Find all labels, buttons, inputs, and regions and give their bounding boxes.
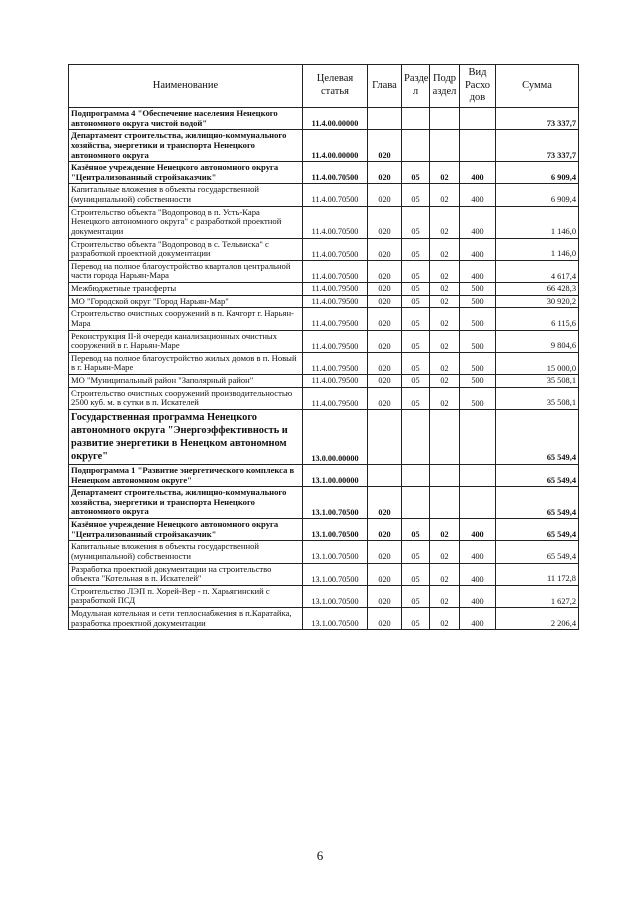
cell-name: Казённое учреждение Ненецкого автономного округа "Централизованный стройзаказчик" bbox=[69, 519, 303, 541]
cell-name: Капитальные вложения в объекты государственной (муниципальной) собственности bbox=[69, 184, 303, 206]
cell-sum: 4 617,4 bbox=[496, 260, 579, 282]
cell-name: Казённое учреждение Ненецкого автономного округа "Централизованный стройзаказчик" bbox=[69, 162, 303, 184]
cell-sum: 65 549,4 bbox=[496, 464, 579, 486]
cell-glava: 020 bbox=[368, 585, 402, 607]
cell-razdel: 05 bbox=[402, 608, 430, 630]
cell-article: 13.1.00.70500 bbox=[303, 487, 368, 519]
table-row bbox=[69, 260, 579, 282]
cell-glava: 020 bbox=[368, 206, 402, 238]
cell-sum: 15 000,0 bbox=[496, 352, 579, 374]
table-row bbox=[69, 308, 579, 330]
cell-podrazdel: 02 bbox=[430, 608, 460, 630]
cell-podrazdel: 02 bbox=[430, 184, 460, 206]
cell-name: Государственная программа Ненецкого автономного округа "Энергоэффективность и развитие энергетики в Ненецком автономном округе" bbox=[69, 409, 303, 464]
cell-name: МО "Городской округ "Город Нарьян-Мар" bbox=[69, 295, 303, 308]
cell-razdel: 05 bbox=[402, 295, 430, 308]
cell-vid: 500 bbox=[460, 295, 496, 308]
cell-name: Реконструкция II-й очереди канализационных очистных сооружений в г. Нарьян-Маре bbox=[69, 330, 303, 352]
cell-vid bbox=[460, 108, 496, 130]
cell-article: 11.4.00.79500 bbox=[303, 283, 368, 296]
cell-article: 13.1.00.00000 bbox=[303, 464, 368, 486]
cell-razdel: 05 bbox=[402, 387, 430, 409]
cell-podrazdel: 02 bbox=[430, 330, 460, 352]
cell-podrazdel: 02 bbox=[430, 162, 460, 184]
cell-article: 13.1.00.70500 bbox=[303, 585, 368, 607]
cell-sum: 35 508,1 bbox=[496, 375, 579, 388]
cell-podrazdel: 02 bbox=[430, 352, 460, 374]
cell-glava: 020 bbox=[368, 541, 402, 563]
cell-sum: 65 549,4 bbox=[496, 409, 579, 464]
cell-razdel bbox=[402, 130, 430, 162]
cell-article: 11.4.00.79500 bbox=[303, 387, 368, 409]
cell-article: 11.4.00.00000 bbox=[303, 130, 368, 162]
budget-table bbox=[68, 64, 579, 630]
table-row bbox=[69, 283, 579, 296]
cell-name: Строительство ЛЭП п. Хорей-Вер - п. Харьягинский с разработкой ПСД bbox=[69, 585, 303, 607]
cell-glava: 020 bbox=[368, 308, 402, 330]
cell-glava: 020 bbox=[368, 487, 402, 519]
cell-razdel: 05 bbox=[402, 585, 430, 607]
table-row bbox=[69, 184, 579, 206]
cell-sum: 11 172,8 bbox=[496, 563, 579, 585]
cell-vid bbox=[460, 409, 496, 464]
cell-sum: 2 206,4 bbox=[496, 608, 579, 630]
cell-vid: 500 bbox=[460, 330, 496, 352]
table-row bbox=[69, 487, 579, 519]
cell-name: Разработка проектной документации на строительство объекта "Котельная в п. Искателей" bbox=[69, 563, 303, 585]
cell-podrazdel bbox=[430, 108, 460, 130]
cell-name: Подпрограмма 4 "Обеспечение населения Ненецкого автономного округа чистой водой" bbox=[69, 108, 303, 130]
cell-razdel: 05 bbox=[402, 330, 430, 352]
cell-razdel: 05 bbox=[402, 308, 430, 330]
cell-glava bbox=[368, 409, 402, 464]
cell-article: 13.1.00.70500 bbox=[303, 608, 368, 630]
cell-razdel: 05 bbox=[402, 283, 430, 296]
cell-name: Модульная котельная и сети теплоснабжения в п.Каратайка, разработка проектной документации bbox=[69, 608, 303, 630]
cell-razdel: 05 bbox=[402, 519, 430, 541]
cell-vid: 500 bbox=[460, 387, 496, 409]
cell-sum: 9 804,6 bbox=[496, 330, 579, 352]
cell-glava: 020 bbox=[368, 162, 402, 184]
cell-sum: 1 146,0 bbox=[496, 238, 579, 260]
cell-vid: 400 bbox=[460, 519, 496, 541]
table-row bbox=[69, 295, 579, 308]
cell-razdel: 05 bbox=[402, 162, 430, 184]
cell-glava bbox=[368, 464, 402, 486]
cell-article: 13.0.00.00000 bbox=[303, 409, 368, 464]
cell-sum: 73 337,7 bbox=[496, 108, 579, 130]
cell-podrazdel: 02 bbox=[430, 260, 460, 282]
cell-podrazdel: 02 bbox=[430, 541, 460, 563]
cell-sum: 65 549,4 bbox=[496, 487, 579, 519]
cell-article: 13.1.00.70500 bbox=[303, 563, 368, 585]
table-row bbox=[69, 585, 579, 607]
cell-vid: 400 bbox=[460, 563, 496, 585]
cell-podrazdel: 02 bbox=[430, 308, 460, 330]
table-row bbox=[69, 608, 579, 630]
cell-glava bbox=[368, 108, 402, 130]
page-number: 6 bbox=[316, 848, 324, 863]
header-razdel: Разде л bbox=[402, 65, 430, 108]
table-row bbox=[69, 352, 579, 374]
cell-vid: 400 bbox=[460, 608, 496, 630]
cell-article: 11.4.00.70500 bbox=[303, 206, 368, 238]
header-sum: Сумма bbox=[496, 65, 579, 108]
cell-podrazdel: 02 bbox=[430, 206, 460, 238]
cell-vid: 400 bbox=[460, 162, 496, 184]
cell-article: 11.4.00.70500 bbox=[303, 162, 368, 184]
header-article: Целевая статья bbox=[303, 65, 368, 108]
cell-vid: 400 bbox=[460, 260, 496, 282]
cell-article: 11.4.00.79500 bbox=[303, 330, 368, 352]
cell-vid: 500 bbox=[460, 375, 496, 388]
cell-vid bbox=[460, 464, 496, 486]
cell-glava: 020 bbox=[368, 563, 402, 585]
table-row bbox=[69, 563, 579, 585]
cell-razdel bbox=[402, 464, 430, 486]
cell-sum: 1 146,0 bbox=[496, 206, 579, 238]
cell-sum: 65 549,4 bbox=[496, 519, 579, 541]
cell-razdel: 05 bbox=[402, 260, 430, 282]
cell-sum: 35 508,1 bbox=[496, 387, 579, 409]
cell-razdel: 05 bbox=[402, 206, 430, 238]
table-row bbox=[69, 130, 579, 162]
cell-vid bbox=[460, 487, 496, 519]
cell-name: Строительство очистных сооружений производительностью 2500 куб. м. в сутки в п. Искателей bbox=[69, 387, 303, 409]
cell-podrazdel: 02 bbox=[430, 295, 460, 308]
cell-vid: 400 bbox=[460, 184, 496, 206]
cell-razdel: 05 bbox=[402, 375, 430, 388]
cell-name: Перевод на полное благоустройство жилых домов в п. Новый в г. Нарьян-Маре bbox=[69, 352, 303, 374]
cell-vid: 400 bbox=[460, 541, 496, 563]
cell-podrazdel bbox=[430, 409, 460, 464]
cell-podrazdel: 02 bbox=[430, 585, 460, 607]
cell-sum: 6 909,4 bbox=[496, 162, 579, 184]
cell-razdel: 05 bbox=[402, 541, 430, 563]
cell-sum: 73 337,7 bbox=[496, 130, 579, 162]
table-body bbox=[69, 108, 579, 630]
cell-podrazdel: 02 bbox=[430, 375, 460, 388]
cell-name: Департамент строительства, жилищно-коммунального хозяйства, энергетики и транспорта Ненецкого автономного округа bbox=[69, 130, 303, 162]
header-name: Наименование bbox=[69, 65, 303, 108]
cell-article: 11.4.00.79500 bbox=[303, 352, 368, 374]
cell-article: 11.4.00.79500 bbox=[303, 375, 368, 388]
cell-podrazdel: 02 bbox=[430, 238, 460, 260]
cell-glava: 020 bbox=[368, 387, 402, 409]
cell-razdel: 05 bbox=[402, 563, 430, 585]
cell-vid bbox=[460, 130, 496, 162]
table-row bbox=[69, 162, 579, 184]
cell-vid: 500 bbox=[460, 283, 496, 296]
cell-podrazdel bbox=[430, 464, 460, 486]
cell-article: 11.4.00.79500 bbox=[303, 295, 368, 308]
cell-name: МО "Муниципальный район "Заполярный район" bbox=[69, 375, 303, 388]
cell-article: 11.4.00.70500 bbox=[303, 238, 368, 260]
cell-glava: 020 bbox=[368, 352, 402, 374]
table-row bbox=[69, 519, 579, 541]
cell-glava: 020 bbox=[368, 375, 402, 388]
cell-razdel: 05 bbox=[402, 352, 430, 374]
cell-name: Строительство объекта "Водопровод в с. Тельвиска" с разработкой проектной документации bbox=[69, 238, 303, 260]
cell-article: 11.4.00.70500 bbox=[303, 260, 368, 282]
cell-sum: 65 549,4 bbox=[496, 541, 579, 563]
cell-glava: 020 bbox=[368, 260, 402, 282]
cell-name: Департамент строительства, жилищно-коммунального хозяйства, энергетики и транспорта Ненецкого автономного округа bbox=[69, 487, 303, 519]
cell-razdel: 05 bbox=[402, 184, 430, 206]
cell-name: Подпрограмма 1 "Развитие энергетического комплекса в Ненецком автономном округе" bbox=[69, 464, 303, 486]
table-row bbox=[69, 387, 579, 409]
cell-name: Капитальные вложения в объекты государственной (муниципальной) собственности bbox=[69, 541, 303, 563]
cell-podrazdel bbox=[430, 487, 460, 519]
header-podrazdel: Подр аздел bbox=[430, 65, 460, 108]
cell-glava: 020 bbox=[368, 330, 402, 352]
cell-glava: 020 bbox=[368, 130, 402, 162]
cell-article: 11.4.00.79500 bbox=[303, 308, 368, 330]
table-row bbox=[69, 409, 579, 464]
header-vid: Вид Расхо дов bbox=[460, 65, 496, 108]
cell-vid: 500 bbox=[460, 308, 496, 330]
cell-podrazdel: 02 bbox=[430, 387, 460, 409]
cell-article: 11.4.00.00000 bbox=[303, 108, 368, 130]
cell-name: Перевод на полное благоустройство кварталов центральной части города Нарьян-Мара bbox=[69, 260, 303, 282]
cell-vid: 400 bbox=[460, 238, 496, 260]
header-glava: Глава bbox=[368, 65, 402, 108]
table-row bbox=[69, 464, 579, 486]
cell-glava: 020 bbox=[368, 283, 402, 296]
cell-vid: 400 bbox=[460, 206, 496, 238]
table-row bbox=[69, 330, 579, 352]
cell-podrazdel bbox=[430, 130, 460, 162]
table-row bbox=[69, 375, 579, 388]
cell-sum: 6 909,4 bbox=[496, 184, 579, 206]
table-row bbox=[69, 108, 579, 130]
cell-article: 13.1.00.70500 bbox=[303, 541, 368, 563]
cell-sum: 30 920,2 bbox=[496, 295, 579, 308]
cell-podrazdel: 02 bbox=[430, 283, 460, 296]
cell-glava: 020 bbox=[368, 238, 402, 260]
cell-glava: 020 bbox=[368, 184, 402, 206]
cell-glava: 020 bbox=[368, 295, 402, 308]
cell-sum: 6 115,6 bbox=[496, 308, 579, 330]
cell-podrazdel: 02 bbox=[430, 519, 460, 541]
cell-razdel: 05 bbox=[402, 238, 430, 260]
cell-glava: 020 bbox=[368, 519, 402, 541]
cell-razdel bbox=[402, 487, 430, 519]
table-header-row bbox=[69, 65, 579, 108]
cell-sum: 66 428,3 bbox=[496, 283, 579, 296]
cell-name: Строительство очистных сооружений в п. Качгорт г. Нарьян-Мара bbox=[69, 308, 303, 330]
cell-vid: 500 bbox=[460, 352, 496, 374]
table-row bbox=[69, 206, 579, 238]
cell-name: Строительство объекта "Водопровод в п. Усть-Кара Ненецкого автономного округа" с разработкой проектной документации bbox=[69, 206, 303, 238]
cell-article: 13.1.00.70500 bbox=[303, 519, 368, 541]
cell-article: 11.4.00.70500 bbox=[303, 184, 368, 206]
cell-sum: 1 627,2 bbox=[496, 585, 579, 607]
cell-name: Межбюджетные трансферты bbox=[69, 283, 303, 296]
cell-razdel bbox=[402, 108, 430, 130]
cell-podrazdel: 02 bbox=[430, 563, 460, 585]
cell-glava: 020 bbox=[368, 608, 402, 630]
cell-razdel bbox=[402, 409, 430, 464]
table-row bbox=[69, 238, 579, 260]
cell-vid: 400 bbox=[460, 585, 496, 607]
table-row bbox=[69, 541, 579, 563]
